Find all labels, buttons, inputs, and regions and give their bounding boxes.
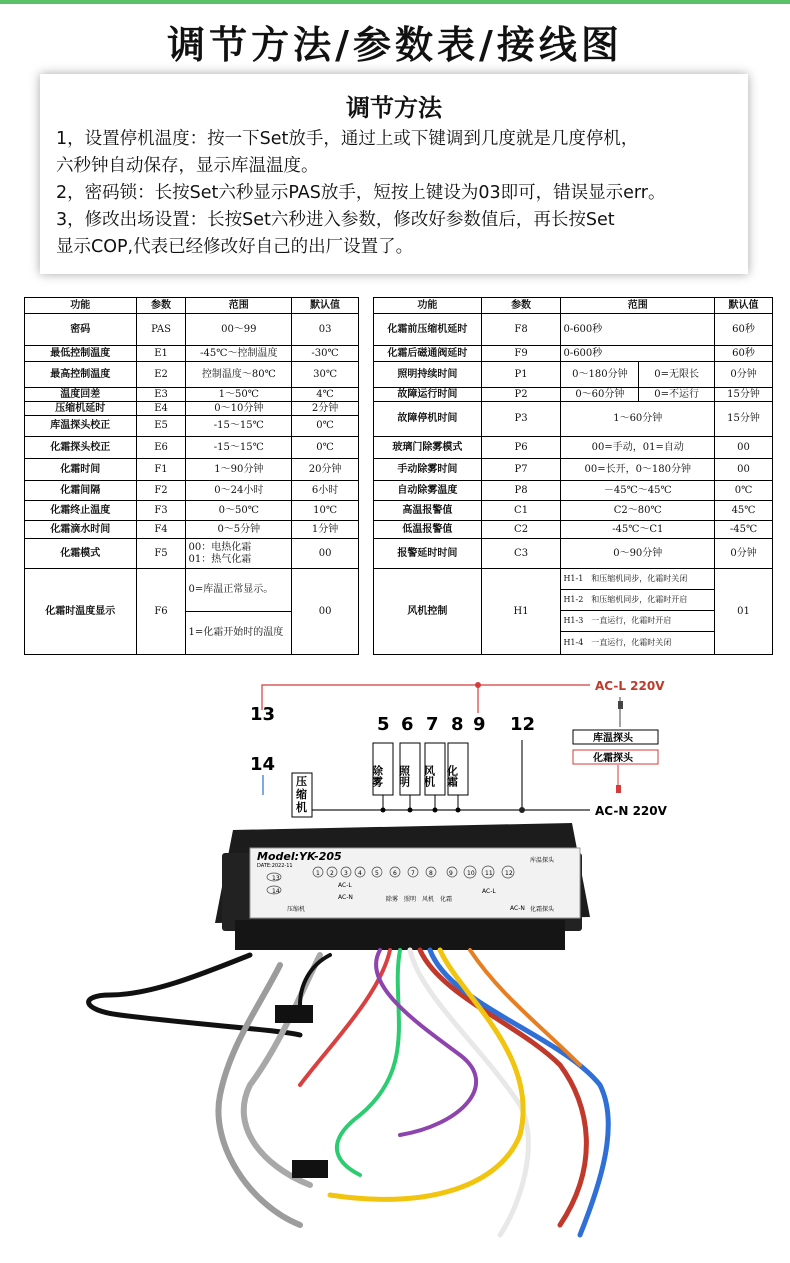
table-row xyxy=(25,437,359,459)
ac-n-label: AC-N 220V xyxy=(595,804,667,818)
header-param: 参数 xyxy=(481,298,561,314)
cell-default: 0分钟 xyxy=(715,539,773,569)
terminal-number-7: 7 xyxy=(426,714,439,735)
cell-default: 15分钟 xyxy=(715,388,773,402)
cell-range: 0-600秒 xyxy=(561,346,715,362)
table-row xyxy=(374,481,773,501)
svg-text:7: 7 xyxy=(411,870,415,877)
cell-function: 化霜间隔 xyxy=(25,481,137,501)
instruction-line: 2，密码锁：长按Set六秒显示PAS放手，短按上键设为03即可，错误显示err。 xyxy=(56,183,666,203)
cell-default: 10℃ xyxy=(292,501,359,521)
cell-range xyxy=(186,539,292,569)
ac-l-label: AC-L 220V xyxy=(595,679,665,693)
cell-function: 故障运行时间 xyxy=(374,388,482,402)
table-row xyxy=(374,501,773,521)
cell-default: 1分钟 xyxy=(292,521,359,539)
cell-function: 库温探头校正 xyxy=(25,416,137,437)
cell-range-note: 0=不运行 xyxy=(639,388,715,402)
cell-range: 控制温度～80℃ xyxy=(186,362,292,388)
table-row xyxy=(25,521,359,539)
cell-param: E1 xyxy=(136,346,186,362)
cell-param: C1 xyxy=(481,501,561,521)
parameter-table-right xyxy=(373,297,773,655)
defrost-probe-label: 化霜探头 xyxy=(593,753,633,764)
cell-param: C2 xyxy=(481,521,561,539)
table-row xyxy=(25,569,359,612)
cell-default: 00 xyxy=(715,437,773,459)
cell-param: F3 xyxy=(136,501,186,521)
header-function: 功能 xyxy=(374,298,482,314)
cell-param: E6 xyxy=(136,437,186,459)
cell-default: 60秒 xyxy=(715,314,773,346)
cell-default: 15分钟 xyxy=(715,402,773,437)
cell-range: -15～15℃ xyxy=(186,437,292,459)
svg-text:AC-N: AC-N xyxy=(510,905,525,912)
cell-function: 化霜终止温度 xyxy=(25,501,137,521)
cell-function: 风机控制 xyxy=(374,569,482,655)
cell-function: 高温报警值 xyxy=(374,501,482,521)
cell-param: F8 xyxy=(481,314,561,346)
cell-range: C2～80℃ xyxy=(561,501,715,521)
cell-function: 低温报警值 xyxy=(374,521,482,539)
table-row xyxy=(25,481,359,501)
table-header-row xyxy=(374,298,773,314)
connector-plug xyxy=(292,1160,328,1178)
terminal-number-6: 6 xyxy=(401,714,414,735)
cell-default: 0℃ xyxy=(292,437,359,459)
cell-range: 0～180分钟 xyxy=(561,362,639,388)
cell-range: 1～50℃ xyxy=(186,388,292,402)
header-range: 范围 xyxy=(561,298,715,314)
table-row xyxy=(25,416,359,437)
cell-param: P6 xyxy=(481,437,561,459)
header-range: 范围 xyxy=(186,298,292,314)
cell-param: PAS xyxy=(136,314,186,346)
svg-text:化霜探头: 化霜探头 xyxy=(530,906,555,913)
compressor-label: 压缩机 xyxy=(296,775,307,814)
table-row xyxy=(25,314,359,346)
cell-function: 最高控制温度 xyxy=(25,362,137,388)
terminal-number-12: 12 xyxy=(510,714,536,735)
svg-text:除雾: 除雾 xyxy=(386,896,399,903)
range-line: 00：电热化霜 xyxy=(188,541,252,553)
cell-range-option: H1-2 和压缩机同步，化霜时开启 xyxy=(561,590,715,611)
table-row xyxy=(374,459,773,481)
cell-function: 化霜滴水时间 xyxy=(25,521,137,539)
header-default: 默认值 xyxy=(715,298,773,314)
wire-bundle xyxy=(89,950,609,1235)
cell-default: 45℃ xyxy=(715,501,773,521)
cell-range-option: H1-3 一直运行，化霜时开启 xyxy=(561,611,715,632)
instruction-line: 1，设置停机温度：按一下Set放手，通过上或下键调到几度就是几度停机， xyxy=(56,129,639,149)
terminal-number-5: 5 xyxy=(377,714,390,735)
table-row xyxy=(374,388,773,402)
cell-range: 00～99 xyxy=(186,314,292,346)
svg-text:库温探头: 库温探头 xyxy=(530,857,555,864)
cell-param: E5 xyxy=(136,416,186,437)
table-row xyxy=(374,569,773,590)
cell-default: 60秒 xyxy=(715,346,773,362)
cell-function: 手动除雾时间 xyxy=(374,459,482,481)
room-probe-label: 库温探头 xyxy=(593,733,633,744)
instruction-line: 3，修改出场设置：长按Set六秒进入参数，修改好参数值后，再长按Set xyxy=(56,210,615,230)
svg-text:AC-N: AC-N xyxy=(338,894,353,901)
svg-text:风机: 风机 xyxy=(422,896,435,903)
cell-range: 00=长开，0～180分钟 xyxy=(561,459,715,481)
terminal-number-8: 8 xyxy=(451,714,464,735)
terminal-number-9: 9 xyxy=(473,714,486,735)
svg-text:压缩机: 压缩机 xyxy=(287,906,306,913)
defog-label: 除雾 xyxy=(370,765,384,787)
device-date: DATE:2022-11 xyxy=(257,863,293,869)
light-label: 照明 xyxy=(397,765,411,787)
cell-param: H1 xyxy=(481,569,561,655)
cell-range: －45℃～45℃ xyxy=(561,481,715,501)
svg-text:AC-L: AC-L xyxy=(482,888,496,895)
cell-param: E2 xyxy=(136,362,186,388)
cell-function: 温度回差 xyxy=(25,388,137,402)
cell-range: 0～24小时 xyxy=(186,481,292,501)
cell-param: P7 xyxy=(481,459,561,481)
cell-function: 照明持续时间 xyxy=(374,362,482,388)
cell-default: 20分钟 xyxy=(292,459,359,481)
cell-default: 01 xyxy=(715,569,773,655)
svg-text:5: 5 xyxy=(375,870,379,877)
cell-range: 0=库温正常显示。 xyxy=(186,569,292,612)
instruction-line: 显示COP,代表已经修改好自己的出厂设置了。 xyxy=(56,237,414,257)
table-row xyxy=(374,521,773,539)
cell-range-option: H1-1 和压缩机同步，化霜时关闭 xyxy=(561,569,715,590)
connector-plug xyxy=(275,1005,313,1023)
header-param: 参数 xyxy=(136,298,186,314)
cell-default: 0℃ xyxy=(292,416,359,437)
svg-text:1: 1 xyxy=(316,870,320,877)
cell-range: 0～10分钟 xyxy=(186,402,292,416)
fan-label: 风机 xyxy=(422,765,436,787)
cell-function: 报警延时时间 xyxy=(374,539,482,569)
svg-text:12: 12 xyxy=(505,870,513,877)
instructions-heading: 调节方法 xyxy=(346,94,442,122)
device-model: Model:YK-205 xyxy=(257,850,342,863)
table-row xyxy=(374,437,773,459)
cell-default: 6小时 xyxy=(292,481,359,501)
cell-param: E4 xyxy=(136,402,186,416)
cell-default: 00 xyxy=(292,569,359,655)
table-row xyxy=(374,362,773,388)
cell-range: 1～60分钟 xyxy=(561,402,715,437)
cell-range: 0～50℃ xyxy=(186,501,292,521)
terminal-number-13: 13 xyxy=(250,704,276,725)
cell-param: F5 xyxy=(136,539,186,569)
table-header-row xyxy=(25,298,359,314)
cell-param: P3 xyxy=(481,402,561,437)
cell-param: P1 xyxy=(481,362,561,388)
svg-text:AC-L: AC-L xyxy=(338,882,352,889)
cell-range: -15～15℃ xyxy=(186,416,292,437)
cell-param: C3 xyxy=(481,539,561,569)
cell-function: 密码 xyxy=(25,314,137,346)
cell-function: 最低控制温度 xyxy=(25,346,137,362)
svg-text:10: 10 xyxy=(467,870,475,877)
cell-param: F1 xyxy=(136,459,186,481)
wiring-diagram xyxy=(0,665,790,1263)
terminal-number-14: 14 xyxy=(250,754,276,775)
cell-function: 自动除雾温度 xyxy=(374,481,482,501)
cell-param: F2 xyxy=(136,481,186,501)
cell-default: 00 xyxy=(715,459,773,481)
cell-function: 化霜前压缩机延时 xyxy=(374,314,482,346)
cell-range-note: 0=无限长 xyxy=(639,362,715,388)
cell-function: 压缩机延时 xyxy=(25,402,137,416)
header-function: 功能 xyxy=(25,298,137,314)
cell-function: 玻璃门除雾模式 xyxy=(374,437,482,459)
defrost-label: 化霜 xyxy=(445,765,459,787)
ac-l-wire xyxy=(262,682,590,713)
svg-text:14: 14 xyxy=(272,888,280,895)
svg-text:13: 13 xyxy=(272,875,280,882)
instructions-lines xyxy=(56,126,746,261)
svg-text:8: 8 xyxy=(429,870,433,877)
svg-text:11: 11 xyxy=(485,870,493,877)
cell-range: 00=手动，01=自动 xyxy=(561,437,715,459)
table-row xyxy=(374,539,773,569)
cell-default: -30℃ xyxy=(292,346,359,362)
table-row xyxy=(25,346,359,362)
cell-default: 4℃ xyxy=(292,388,359,402)
cell-range: 1=化霜开始时的温度 xyxy=(186,612,292,655)
header-default: 默认值 xyxy=(292,298,359,314)
cell-default: 0分钟 xyxy=(715,362,773,388)
table-row xyxy=(374,314,773,346)
cell-range: 0～60分钟 xyxy=(561,388,639,402)
cell-param: F6 xyxy=(136,569,186,655)
cell-function: 化霜时温度显示 xyxy=(25,569,137,655)
range-line: 01：热气化霜 xyxy=(188,553,252,565)
cell-default: 03 xyxy=(292,314,359,346)
cell-param: F4 xyxy=(136,521,186,539)
svg-text:2: 2 xyxy=(330,870,334,877)
page-title: 调节方法/参数表/接线图 xyxy=(167,23,623,67)
cell-param: P2 xyxy=(481,388,561,402)
table-row xyxy=(25,501,359,521)
cell-param: F9 xyxy=(481,346,561,362)
table-row xyxy=(374,402,773,437)
cell-default: 2分钟 xyxy=(292,402,359,416)
cell-default: 30℃ xyxy=(292,362,359,388)
table-row xyxy=(25,539,359,569)
table-row xyxy=(25,388,359,402)
parameter-table-left xyxy=(24,297,359,655)
table-row xyxy=(25,459,359,481)
cell-range: -45℃～控制温度 xyxy=(186,346,292,362)
cell-default: -45℃ xyxy=(715,521,773,539)
cell-range: 0～5分钟 xyxy=(186,521,292,539)
svg-text:照明: 照明 xyxy=(404,896,417,903)
table-row xyxy=(374,346,773,362)
cell-param: P8 xyxy=(481,481,561,501)
svg-text:化霜: 化霜 xyxy=(440,896,453,903)
top-accent-bar xyxy=(0,0,790,4)
cell-default: 00 xyxy=(292,539,359,569)
svg-text:4: 4 xyxy=(358,870,362,877)
cell-function: 故障停机时间 xyxy=(374,402,482,437)
cell-function: 化霜后磁通阀延时 xyxy=(374,346,482,362)
cell-range: 0～90分钟 xyxy=(561,539,715,569)
cell-default: 0℃ xyxy=(715,481,773,501)
table-row xyxy=(25,362,359,388)
svg-text:9: 9 xyxy=(449,870,453,877)
instructions-card xyxy=(40,74,748,274)
cell-function: 化霜时间 xyxy=(25,459,137,481)
cell-param: E3 xyxy=(136,388,186,402)
cell-range: 1～90分钟 xyxy=(186,459,292,481)
cell-range: -45℃～C1 xyxy=(561,521,715,539)
table-row xyxy=(25,402,359,416)
svg-text:3: 3 xyxy=(344,870,348,877)
cell-function: 化霜探头校正 xyxy=(25,437,137,459)
svg-text:6: 6 xyxy=(393,870,397,877)
cell-range-option: H1-4 一直运行，化霜时关闭 xyxy=(561,632,715,655)
cell-range: 0-600秒 xyxy=(561,314,715,346)
instruction-line: 六秒钟自动保存，显示库温温度。 xyxy=(56,156,319,176)
cell-function: 化霜模式 xyxy=(25,539,137,569)
